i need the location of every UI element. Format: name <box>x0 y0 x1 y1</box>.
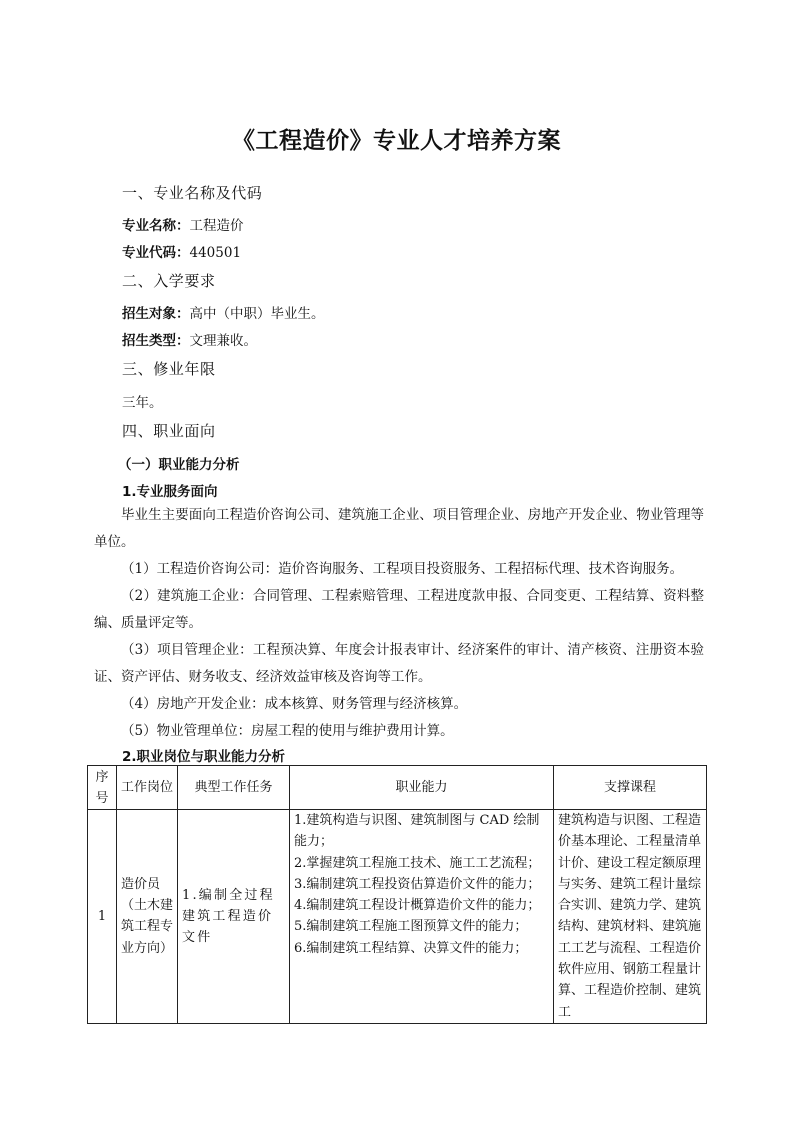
enroll-target-label: 招生对象： <box>122 306 190 322</box>
ability-item-1: 1.建筑构造与识图、建筑制图与 CAD 绘制能力； <box>294 813 540 850</box>
cell-task: 1.编制全过程建筑工程造价文件 <box>178 810 290 1024</box>
major-name-value: 工程造价 <box>189 218 244 234</box>
header-task: 典型工作任务 <box>178 766 290 810</box>
subheading-ability-analysis: （一）职业能力分析 <box>118 457 240 473</box>
cell-course: 建筑构造与识图、工程造价基本理论、工程量清单计价、建设工程定额原理与实务、建筑工程计量综合实训、建筑力学、建筑结构、建筑材料、建筑施工工艺与流程、工程造价软件应用、钢筋工程量计算、工程造价控制、建筑工 <box>554 810 707 1024</box>
service-item-5: （5）物业管理单位：房屋工程的使用与维护费用计算。 <box>121 723 454 739</box>
ability-item-5: 5.编制建筑工程施工图预算文件的能力； <box>294 919 528 935</box>
ability-item-6: 6.编制建筑工程结算、决算文件的能力； <box>294 940 528 956</box>
header-ability: 职业能力 <box>290 766 554 810</box>
section-heading-admission: 二、入学要求 <box>122 272 216 290</box>
enroll-target-line <box>122 302 325 322</box>
duration-value: 三年。 <box>122 395 163 411</box>
service-item-3: （3）项目管理企业：工程预决算、年度会计报表审计、经济案件的审计、清产核资、注册资本验证、资产评估、财务收支、经济效益审核及咨询等工作。 <box>94 642 704 685</box>
ability-item-3: 3.编制建筑工程投资估算造价文件的能力； <box>294 876 541 892</box>
section-heading-career: 四、职业面向 <box>122 422 216 440</box>
cell-ability <box>290 810 554 1024</box>
table-header-row <box>88 766 707 810</box>
major-name-line <box>122 214 244 234</box>
service-item-4: （4）房地产开发企业：成本核算、财务管理与经济核算。 <box>121 696 468 712</box>
service-item-1: （1）工程造价咨询公司：造价咨询服务、工程项目投资服务、工程招标代理、技术咨询服务。 <box>121 561 684 577</box>
header-no: 序号 <box>88 766 117 810</box>
major-code-line <box>122 241 241 261</box>
section-heading-major-name-code: 一、专业名称及代码 <box>122 184 263 202</box>
enroll-target-value: 高中（中职）毕业生。 <box>189 306 325 322</box>
ability-item-4: 4.编制建筑工程设计概算造价文件的能力； <box>294 898 541 914</box>
enroll-type-line <box>122 329 257 349</box>
subheading-service-direction: 1.专业服务面向 <box>122 484 218 500</box>
major-name-label: 专业名称： <box>122 218 190 234</box>
service-item-2: （2）建筑施工企业：合同管理、工程索赔管理、工程进度款申报、合同变更、工程结算、资料整编、质量评定等。 <box>94 588 704 631</box>
page-title: 《工程造价》专业人才培养方案 <box>232 127 561 154</box>
major-code-label: 专业代码： <box>122 245 190 261</box>
cell-post: 造价员（土木建筑工程专业方向） <box>117 810 178 1024</box>
intro-paragraph: 毕业生主要面向工程造价咨询公司、建筑施工企业、项目管理企业、房地产开发企业、物业管理等单位。 <box>94 507 704 550</box>
enroll-type-label: 招生类型： <box>122 333 190 349</box>
header-post: 工作岗位 <box>117 766 178 810</box>
major-code-value: 440501 <box>189 245 242 261</box>
table-row <box>88 810 707 1024</box>
section-heading-duration: 三、修业年限 <box>122 360 216 378</box>
post-ability-table <box>87 765 707 1024</box>
cell-no: 1 <box>88 810 117 1024</box>
header-course: 支撑课程 <box>554 766 707 810</box>
subheading-post-ability: 2.职业岗位与职业能力分析 <box>122 749 286 765</box>
ability-item-2: 2.掌握建筑工程施工技术、施工工艺流程； <box>294 855 541 871</box>
enroll-type-value: 文理兼收。 <box>189 333 257 349</box>
